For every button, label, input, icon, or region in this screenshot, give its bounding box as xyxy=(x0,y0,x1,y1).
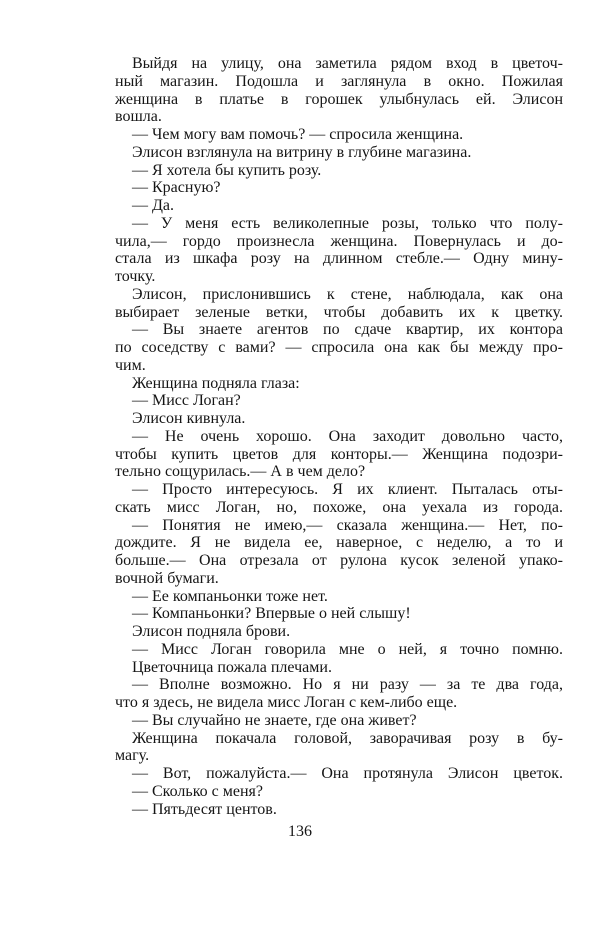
text-line: — Я хотела бы купить розу. xyxy=(132,161,322,179)
text-line: Цветочница пожала плечами. xyxy=(132,658,332,676)
text-line: женщина в платье в горошек улыбнулась ей. Элисон xyxy=(115,90,563,108)
text-line: — Да. xyxy=(132,197,175,214)
text-line: — Понятия не имею,— сказала женщина.— Нет, по- xyxy=(132,516,563,534)
text-line: — Вполне возможно. Но я ни разу — за те два года, xyxy=(132,676,563,694)
text-line: — Мисс Логан? xyxy=(132,392,241,410)
text-line: — Компаньонки? Впервые о ней слышу! xyxy=(132,605,411,623)
page-number: 136 xyxy=(288,823,312,840)
text-line: Элисон, прислонившись к стене, наблюдала, как она xyxy=(132,285,563,303)
text-line: Элисон подняла брови. xyxy=(132,623,291,640)
text-line: дождите. Я не видела ее, наверное, с неделю, а то и xyxy=(115,534,563,552)
text-line: — Ее компаньонки тоже нет. xyxy=(132,587,328,605)
text-line: что я здесь, не видела мисс Логан с кем-либо еще. xyxy=(115,694,458,711)
text-line: магу. xyxy=(115,747,150,765)
text-line: точку. xyxy=(115,268,156,285)
text-line: Выйдя на улицу, она заметила рядом вход в цветоч- xyxy=(132,55,563,72)
text-line: чим. xyxy=(115,356,146,374)
text-line: вочной бумаги. xyxy=(115,569,219,587)
text-line: — Вы знаете агентов по сдаче квартир, их контора xyxy=(132,321,563,339)
text-line: — Красную? xyxy=(132,179,221,197)
text-line: — Мисс Логан говорила мне о ней, я точно помню. xyxy=(132,640,563,658)
text-line: — Вы случайно не знаете, где она живет? xyxy=(132,711,417,729)
text-line: вошла. xyxy=(115,108,162,126)
text-line: — Вот, пожалуйста.— Она протянула Элисон цветок. xyxy=(132,765,563,782)
text-line: — Чем могу вам помочь? — спросила женщина. xyxy=(132,126,464,143)
book-page-text xyxy=(115,55,563,818)
text-line: — Сколько с меня? xyxy=(132,782,264,800)
text-line: по соседству с вами? — спросила она как бы между про- xyxy=(115,339,563,356)
text-line: Элисон взглянула на витрину в глубине магазина. xyxy=(132,143,472,161)
text-line: Элисон кивнула. xyxy=(132,410,246,427)
text-line: — У меня есть великолепные розы, только что полу- xyxy=(132,214,563,232)
text-line: стала из шкафа розу на длинном стебле.— Одну мину- xyxy=(115,250,563,268)
text-line: — Не очень хорошо. Она заходит довольно часто, xyxy=(132,427,563,445)
text-line: — Пятьдесят центов. xyxy=(132,800,277,818)
text-line: Женщина подняла глаза: xyxy=(132,374,300,392)
text-line: Женщина покачала головой, заворачивая розу в бу- xyxy=(132,729,563,747)
text-line: скать мисс Логан, но, похоже, она уехала из города. xyxy=(115,498,563,516)
text-line: — Просто интересуюсь. Я их клиент. Пыталась оты- xyxy=(132,481,563,498)
text-line: выбирает зеленые ветки, чтобы добавить их к цветку. xyxy=(115,303,563,321)
text-line: больше.— Она отрезала от рулона кусок зеленой упако- xyxy=(115,552,563,569)
text-line: ный магазин. Подошла и заглянула в окно. Пожилая xyxy=(115,72,563,90)
text-line: тельно сощурилась.— А в чем дело? xyxy=(115,463,366,481)
text-line: чтобы купить цветов для конторы.— Женщина подозри- xyxy=(115,445,563,463)
text-line: чила,— гордо произнесла женщина. Повернулась и до- xyxy=(115,232,563,250)
